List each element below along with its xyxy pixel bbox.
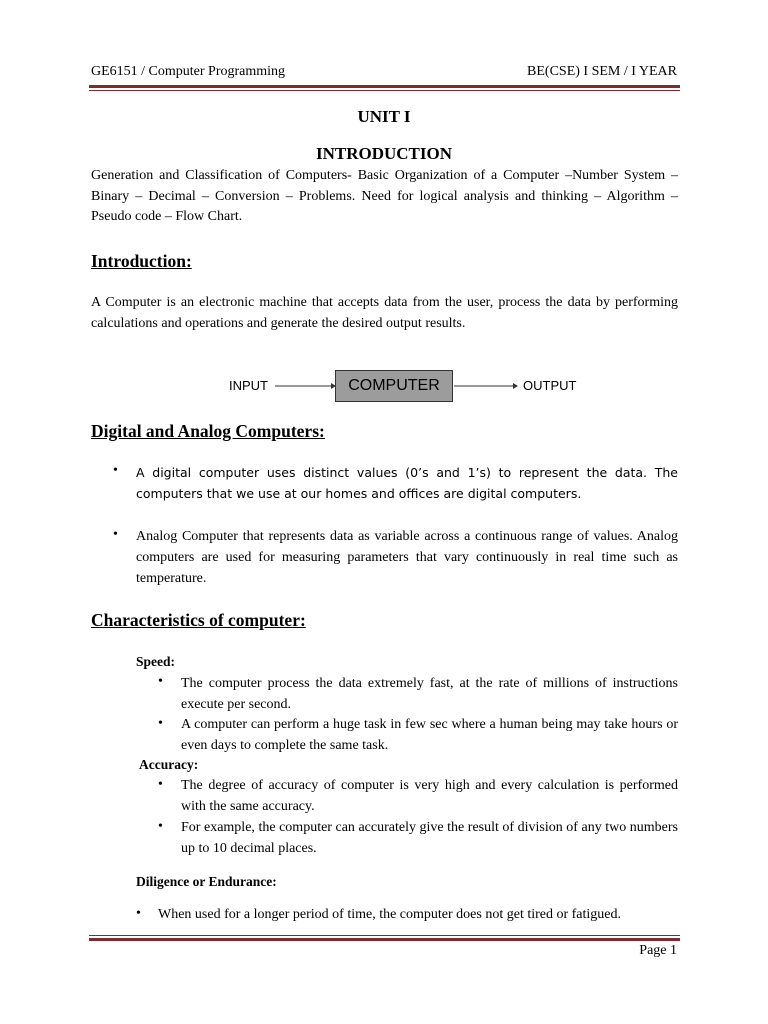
footer-rule: [89, 935, 680, 941]
flow-arrow-out: [454, 380, 520, 392]
page-number: Page 1: [639, 943, 677, 958]
syllabus-text: Generation and Classification of Computers- Basic Organization of a Computer –Number System –Binary – Decimal – Conversion – Problems. Need for logical analysis and thinking – Algorithm –Pseudo code – Flow Chart.: [91, 168, 678, 224]
header-rule: [89, 85, 680, 91]
section-characteristics-title: Characteristics of computer:: [91, 610, 306, 630]
list-item-diligence: When used for a longer period of time, the computer does not get tired or fatigued.: [158, 907, 622, 922]
speed-label: Speed:: [136, 654, 176, 669]
accuracy-label: Accuracy:: [139, 757, 199, 772]
list-item-speed-1: The computer process the data extremely fast, at the rate of millions of instructions execute per second.: [181, 676, 678, 712]
list-item-digital: A digital computer uses distinct values (0’s and 1’s) to represent the data. The computers that we use at our homes and offices are digital computers.: [136, 465, 678, 501]
list-item-accuracy-1: The degree of accuracy of computer is very high and every calculation is performed with the same accuracy.: [181, 778, 678, 814]
bullet-icon: •: [136, 906, 141, 921]
bullet-icon: •: [113, 527, 118, 542]
header-class: BE(CSE) I SEM / I YEAR: [527, 64, 677, 79]
list-item-accuracy-2: For example, the computer can accurately give the result of division of any two numbers up to 10 decimal places.: [181, 820, 678, 856]
bullet-icon: •: [158, 716, 163, 731]
list-item-analog: Analog Computer that represents data as variable across a continuous range of values. Analog computers are used for measuring parameters that vary continuously in real time such as temperature.: [136, 529, 678, 586]
list-item-speed-2: A computer can perform a huge task in few sec where a human being may take hours or even days to complete the same task.: [181, 717, 678, 753]
introduction-text: A Computer is an electronic machine that accepts data from the user, process the data by performing calculations and operations and generate the desired output results.: [91, 295, 678, 331]
flow-output-label: OUTPUT: [523, 378, 577, 393]
flow-computer-box: COMPUTER: [335, 370, 453, 402]
page-title: INTRODUCTION: [315, 144, 453, 163]
bullet-icon: •: [158, 819, 163, 834]
diligence-label: Diligence or Endurance:: [136, 874, 277, 889]
bullet-icon: •: [113, 463, 118, 478]
flow-arrow-in: [275, 380, 337, 392]
section-introduction-title: Introduction:: [91, 251, 192, 271]
bullet-icon: •: [158, 674, 163, 689]
section-digital-analog-title: Digital and Analog Computers:: [91, 421, 325, 441]
header-course: GE6151 / Computer Programming: [91, 64, 286, 79]
unit-title: UNIT I: [357, 107, 411, 126]
flow-input-label: INPUT: [229, 378, 268, 393]
bullet-icon: •: [158, 777, 163, 792]
